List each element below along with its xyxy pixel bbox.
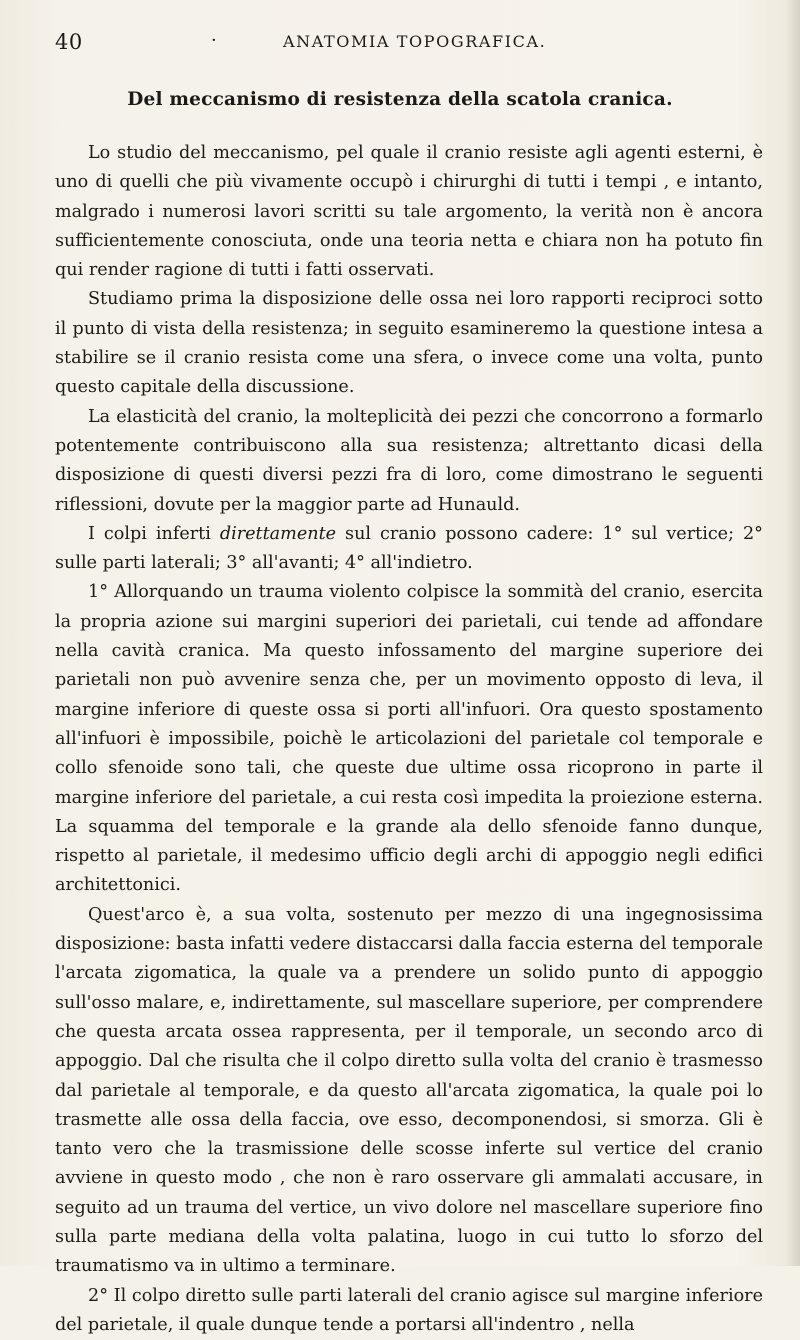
emphasized-word: direttamente <box>219 523 337 544</box>
paragraph: Quest'arco è, a sua volta, sostenuto per mezzo di una ingegnosissima disposizione: basta infatti vedere distaccarsi dalla faccia esterna del temporale l'arcata zigomatica, la quale va a prendere un solido punto di appoggio sull'osso malare, e, indirettamente, sul mascellare superiore, per comprendere che questa arcata ossea rappresenta, per il temporale, un secondo arco di appoggio. Dal che risulta che il colpo diretto sulla volta del cranio è trasmesso dal parietale al temporale, e da questo all'arcata zigomatica, la quale poi lo trasmette alle ossa della faccia, ove esso, decomponendosi, si smorza. Gli è tanto vero che la trasmissione delle scosse inferte sul vertice del cranio avviene in questo modo , che non è raro osservare gli ammalati accusare, in seguito ad un trauma del vertice, un vivo dolore nel mascellare superiore fino sulla parte mediana della volta palatina, luogo in cui tutto lo sforzo del traumatismo va in ultimo a terminare. <box>55 904 763 1277</box>
paragraph: 1° Allorquando un trauma violento colpisce la sommità del cranio, esercita la propria azione sui margini superiori dei parietali, cui tende ad affondare nella cavità cranica. Ma questo infossamento del margine superiore dei parietali non può avvenire senza che, per un movimento opposto di leva, il margine inferiore di queste ossa si porti all'infuori. Ora questo spostamento all'infuori è impossibile, poichè le articolazioni del parietale col temporale e collo sfenoide sono tali, che queste due ultime ossa ricoprono in parte il margine inferiore del parietale, a cui resta così impedita la proiezione esterna. La squamma del temporale e la grande ala dello sfenoide fanno dunque, rispetto al parietale, il medesimo ufficio degli archi di appoggio negli edifici architettonici. <box>55 582 763 896</box>
page-edge-shadow <box>786 0 800 1266</box>
paragraph: 2° Il colpo diretto sulle parti laterali del cranio agisce sul margine inferiore del parietale, il quale dunque tende a portarsi all'indentro , nella <box>55 1285 763 1335</box>
paragraph <box>55 520 763 579</box>
body-text <box>55 139 763 1340</box>
paragraph: Studiamo prima la disposizione delle ossa nei loro rapporti reciproci sotto il punto di vista della resistenza; in seguito esamineremo la questione intesa a stabilire se il cranio resista come una sfera, o invece come una volta, punto questo capitale della discussione. <box>55 289 763 398</box>
paragraph-text-after: sul cranio possono cadere: 1° sul vertice; 2° sulle parti laterali; 3° all'avanti; 4° all'indietro. <box>55 523 763 574</box>
paragraph: La elasticità del cranio, la molteplicità dei pezzi che concorrono a formarlo potentemente contribuiscono alla sua resistenza; altrettanto dicasi della disposizione di questi diversi pezzi fra di loro, come dimostrano le seguenti riflessioni, dovute per la maggior parte ad Hunauld. <box>55 406 763 515</box>
paragraph: Lo studio del meccanismo, pel quale il cranio resiste agli agenti esterni, è uno di quelli che più vivamente occupò i chirurghi di tutti i tempi , e intanto, malgrado i numerosi lavori scritti su tale argomento, la verità non è ancora sufficientemente conosciuta, onde una teoria netta e chiara non ha potuto fin qui render ragione di tutti i fatti osservati. <box>55 143 763 281</box>
paragraph-text-before: I colpi inferti <box>88 523 220 544</box>
header-separator: · <box>211 30 217 51</box>
page-number: 40 <box>55 30 83 54</box>
running-title: ANATOMIA TOPOGRAFICA. <box>283 32 547 51</box>
page-header <box>0 30 800 60</box>
section-title: Del meccanismo di resistenza della scatola cranica. <box>127 89 673 110</box>
